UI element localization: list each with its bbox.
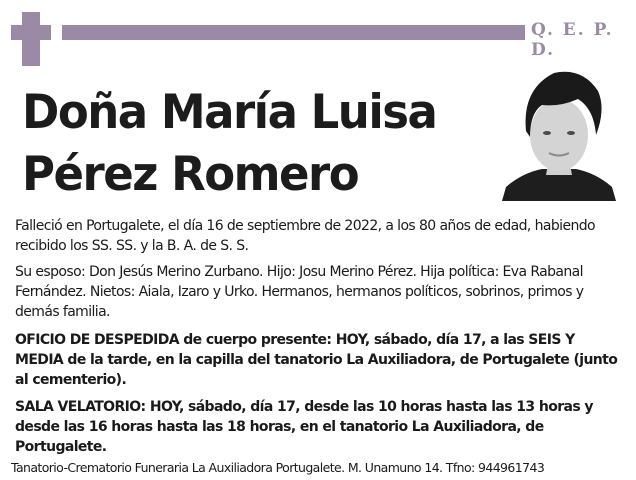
deceased-name-line2: Pérez Romero xyxy=(22,145,359,202)
qepd-label: Q. E. P. D. xyxy=(531,20,614,60)
header-rule xyxy=(62,25,525,40)
funeral-service-paragraph: OFICIO DE DESPEDIDA de cuerpo presente: HOY, sábado, día 17, a las SEIS Y MEDIA de la tarde, en la capilla del tanatorio La Auxiliadora, de Portugalete (junto al cementerio). xyxy=(15,332,618,388)
family-paragraph: Su esposo: Don Jesús Merino Zurbano. Hijo: Josu Merino Pérez. Hija política: Eva Rabanal Fernández. Nietos: Aiala, Izaro y Urko. Hermanos, hermanos políticos, sobrinos, primos y demás familia. xyxy=(15,264,584,320)
deceased-name-line1: Doña María Luisa xyxy=(22,83,437,140)
funeral-home-footer: Tanatorio-Crematorio Funeraria La Auxiliadora Portugalete. M. Unamuno 14. Tfno: 944961743 xyxy=(11,460,545,475)
death-notice-paragraph: Falleció en Portugalete, el día 16 de septiembre de 2022, a los 80 años de edad, habiendo recibido los SS. SS. y la B. A. de S. S. xyxy=(15,218,595,254)
cross-icon-arm xyxy=(11,25,51,40)
wake-paragraph: SALA VELATORIO: HOY, sábado, día 17, desde las 10 horas hasta las 13 horas y desde las 16 horas hasta las 18 horas, en el tanatorio La Auxiliadora, de Portugalete. xyxy=(15,399,593,455)
portrait-photo xyxy=(502,63,616,201)
